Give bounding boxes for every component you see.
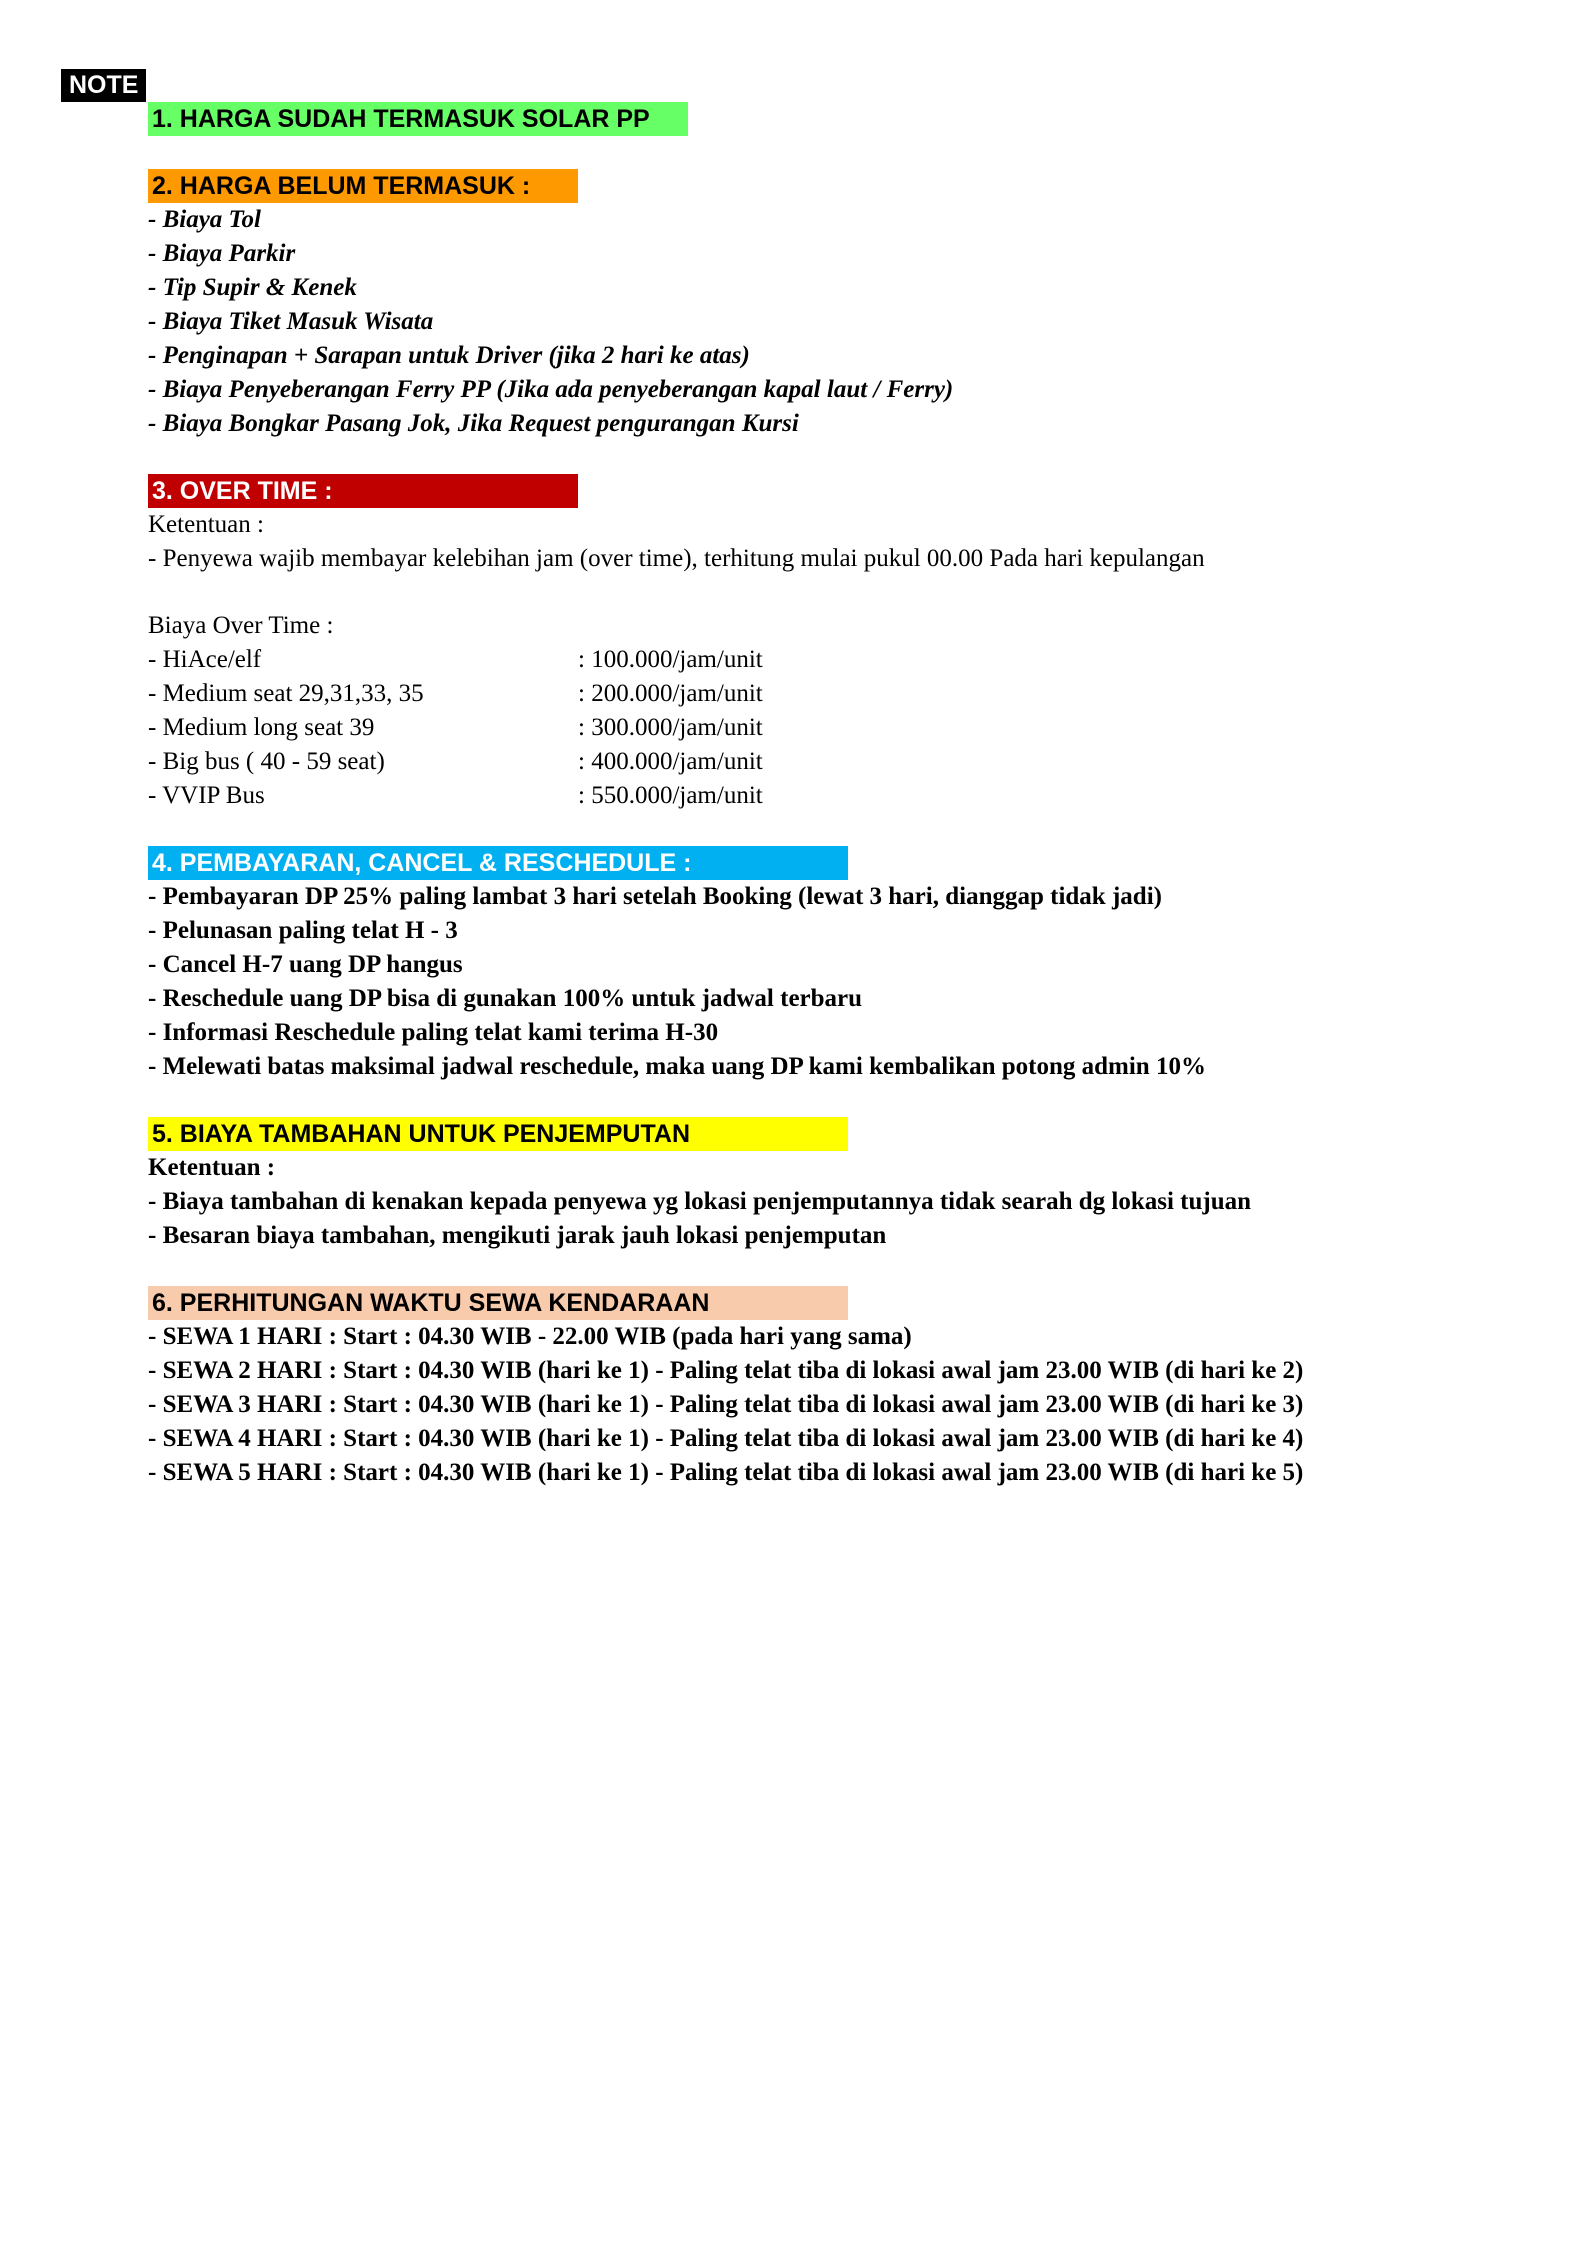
list-item: - Biaya Parkir	[148, 240, 296, 267]
ketentuan-label: Ketentuan :	[148, 511, 264, 538]
rate-vehicle: - Medium seat 29,31,33, 35	[148, 680, 424, 707]
rate-row	[148, 643, 1448, 677]
list-item: - SEWA 5 HARI : Start : 04.30 WIB (hari ke 1) - Paling telat tiba di lokasi awal jam 23.00 WIB (di hari ke 5)	[148, 1459, 1304, 1486]
spacer	[148, 441, 1448, 474]
rate-row	[148, 711, 1448, 745]
list-item: - Penginapan + Sarapan untuk Driver (jika 2 hari ke atas)	[148, 342, 750, 369]
section-2-list	[148, 203, 1448, 441]
section-2-heading: 2. HARGA BELUM TERMASUK :	[148, 169, 578, 203]
rate-price: : 550.000/jam/unit	[578, 782, 763, 809]
spacer	[148, 136, 1448, 169]
spacer	[148, 1084, 1448, 1117]
list-item: - Pelunasan paling telat H - 3	[148, 917, 458, 944]
spacer	[148, 1253, 1448, 1286]
section-4-heading: 4. PEMBAYARAN, CANCEL & RESCHEDULE :	[148, 846, 848, 880]
list-item: - Pembayaran DP 25% paling lambat 3 hari setelah Booking (lewat 3 hari, dianggap tidak jadi)	[148, 883, 1162, 910]
rate-row	[148, 745, 1448, 779]
rate-vehicle: - Big bus ( 40 - 59 seat)	[148, 748, 385, 775]
list-item: - Biaya Tiket Masuk Wisata	[148, 308, 434, 335]
section-5-heading: 5. BIAYA TAMBAHAN UNTUK PENJEMPUTAN	[148, 1117, 848, 1151]
ketentuan-label: Ketentuan :	[148, 1154, 276, 1181]
note-label: NOTE	[61, 69, 146, 102]
section-3-heading: 3. OVER TIME :	[148, 474, 578, 508]
list-item: - SEWA 4 HARI : Start : 04.30 WIB (hari ke 1) - Paling telat tiba di lokasi awal jam 23.00 WIB (di hari ke 4)	[148, 1425, 1304, 1452]
list-item: - Biaya tambahan di kenakan kepada penyewa yg lokasi penjemputannya tidak searah dg lokasi tujuan	[148, 1188, 1252, 1215]
section-6-list	[148, 1320, 1448, 1490]
list-item: - Biaya Tol	[148, 206, 261, 233]
list-item: - SEWA 2 HARI : Start : 04.30 WIB (hari ke 1) - Paling telat tiba di lokasi awal jam 23.00 WIB (di hari ke 2)	[148, 1357, 1304, 1384]
list-item: - SEWA 1 HARI : Start : 04.30 WIB - 22.00 WIB (pada hari yang sama)	[148, 1323, 912, 1350]
list-item: - Informasi Reschedule paling telat kami terima H-30	[148, 1019, 719, 1046]
notes-content	[148, 102, 1448, 1490]
section-6-heading: 6. PERHITUNGAN WAKTU SEWA KENDARAAN	[148, 1286, 848, 1320]
overtime-cost-label: Biaya Over Time :	[148, 612, 334, 639]
list-item: - SEWA 3 HARI : Start : 04.30 WIB (hari ke 1) - Paling telat tiba di lokasi awal jam 23.00 WIB (di hari ke 3)	[148, 1391, 1304, 1418]
rate-vehicle: - HiAce/elf	[148, 646, 262, 673]
list-item: - Biaya Penyeberangan Ferry PP (Jika ada penyeberangan kapal laut / Ferry)	[148, 376, 954, 403]
rate-price: : 400.000/jam/unit	[578, 748, 763, 775]
spacer	[148, 576, 1448, 609]
rate-row	[148, 677, 1448, 711]
rate-vehicle: - VVIP Bus	[148, 782, 265, 809]
rate-vehicle: - Medium long seat 39	[148, 714, 375, 741]
list-item: - Melewati batas maksimal jadwal reschedule, maka uang DP kami kembalikan potong admin 10%	[148, 1053, 1206, 1080]
overtime-rate-table	[148, 643, 1448, 813]
section-4-list	[148, 880, 1448, 1084]
list-item: - Reschedule uang DP bisa di gunakan 100% untuk jadwal terbaru	[148, 985, 863, 1012]
rate-price: : 100.000/jam/unit	[578, 646, 763, 673]
rate-price: : 300.000/jam/unit	[578, 714, 763, 741]
rate-price: : 200.000/jam/unit	[578, 680, 763, 707]
list-item: - Tip Supir & Kenek	[148, 274, 357, 301]
overtime-rule: - Penyewa wajib membayar kelebihan jam (over time), terhitung mulai pukul 00.00 Pada hari kepulangan	[148, 545, 1205, 572]
rate-row	[148, 779, 1448, 813]
list-item: - Besaran biaya tambahan, mengikuti jarak jauh lokasi penjemputan	[148, 1222, 887, 1249]
list-item: - Biaya Bongkar Pasang Jok, Jika Request pengurangan Kursi	[148, 410, 799, 437]
list-item: - Cancel H-7 uang DP hangus	[148, 951, 463, 978]
section-1-heading: 1. HARGA SUDAH TERMASUK SOLAR PP	[148, 102, 688, 136]
section-5-list	[148, 1185, 1448, 1253]
spacer	[148, 813, 1448, 846]
